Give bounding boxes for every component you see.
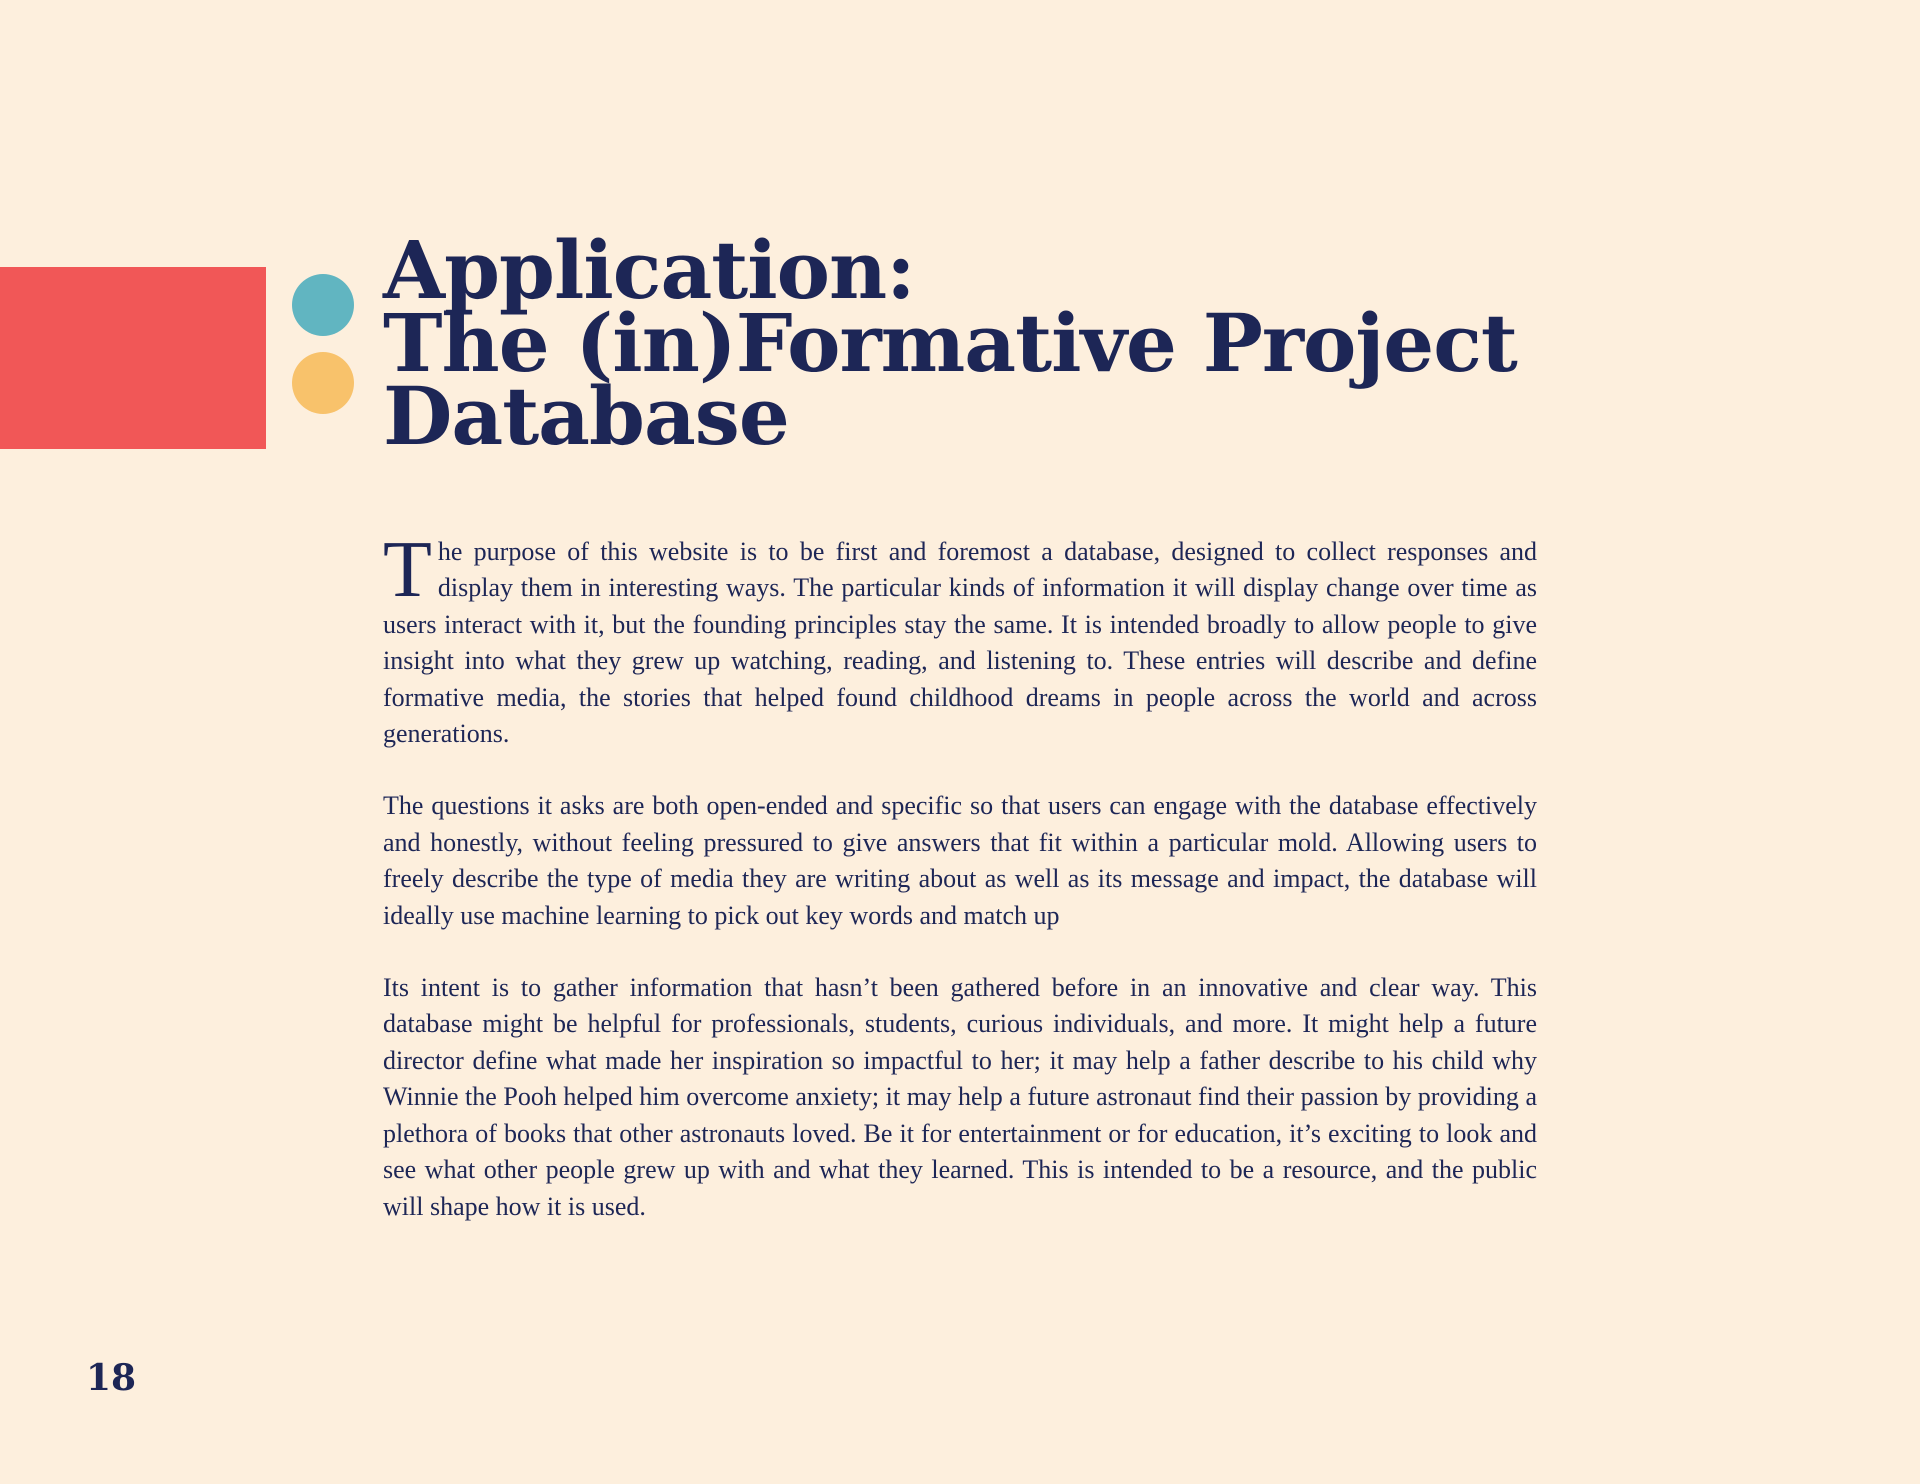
drop-cap: T — [383, 526, 432, 614]
page-number: 18 — [86, 1357, 137, 1399]
paragraph-1 — [383, 526, 1537, 752]
paragraph-2: The questions it asks are both open-ended and specific so that users can engage with the database effectively and honestly, without feeling pressured to give answers that fit within a particular mold. Allowing users to freely describe the type of media they are writing about as well as its message and impact, the database will ideally use machine learning to pick out key words and match up — [383, 791, 1537, 930]
title-line-3: Database — [383, 369, 789, 463]
paragraph-1-text: he purpose of this website is to be first and foremost a database, designed to collect responses and display them in interesting ways. The particular kinds of information it will display change over time as users interact with it, but the founding principles stay the same. It is intended broadly to allow people to give insight into what they grew up watching, reading, and listening to. These entries will describe and define formative media, the stories that helped found childhood dreams in people across the world and across generations. — [383, 537, 1537, 749]
title-line-2: The (in)Formative Project — [383, 296, 1517, 390]
paragraph-3: Its intent is to gather information that hasn’t been gathered before in an innovative and clear way. This database might be helpful for professionals, students, curious individuals, and more. It might help a future director define what made her inspiration so impactful to her; it may help a father describe to his child why Winnie the Pooh helped him overcome anxiety; it may help a future astronaut find their passion by providing a plethora of books that other astronauts loved. Be it for entertainment or for education, it’s exciting to look and see what other people grew up with and what they learned. This is intended to be a resource, and the public will shape how it is used. — [383, 973, 1537, 1221]
decorative-teal-dot — [292, 274, 354, 336]
title-line-1: Application: — [383, 223, 915, 317]
body-text — [383, 526, 1537, 1261]
page-title — [383, 223, 1517, 463]
decorative-yellow-dot — [292, 352, 354, 414]
decorative-red-block — [0, 267, 266, 449]
